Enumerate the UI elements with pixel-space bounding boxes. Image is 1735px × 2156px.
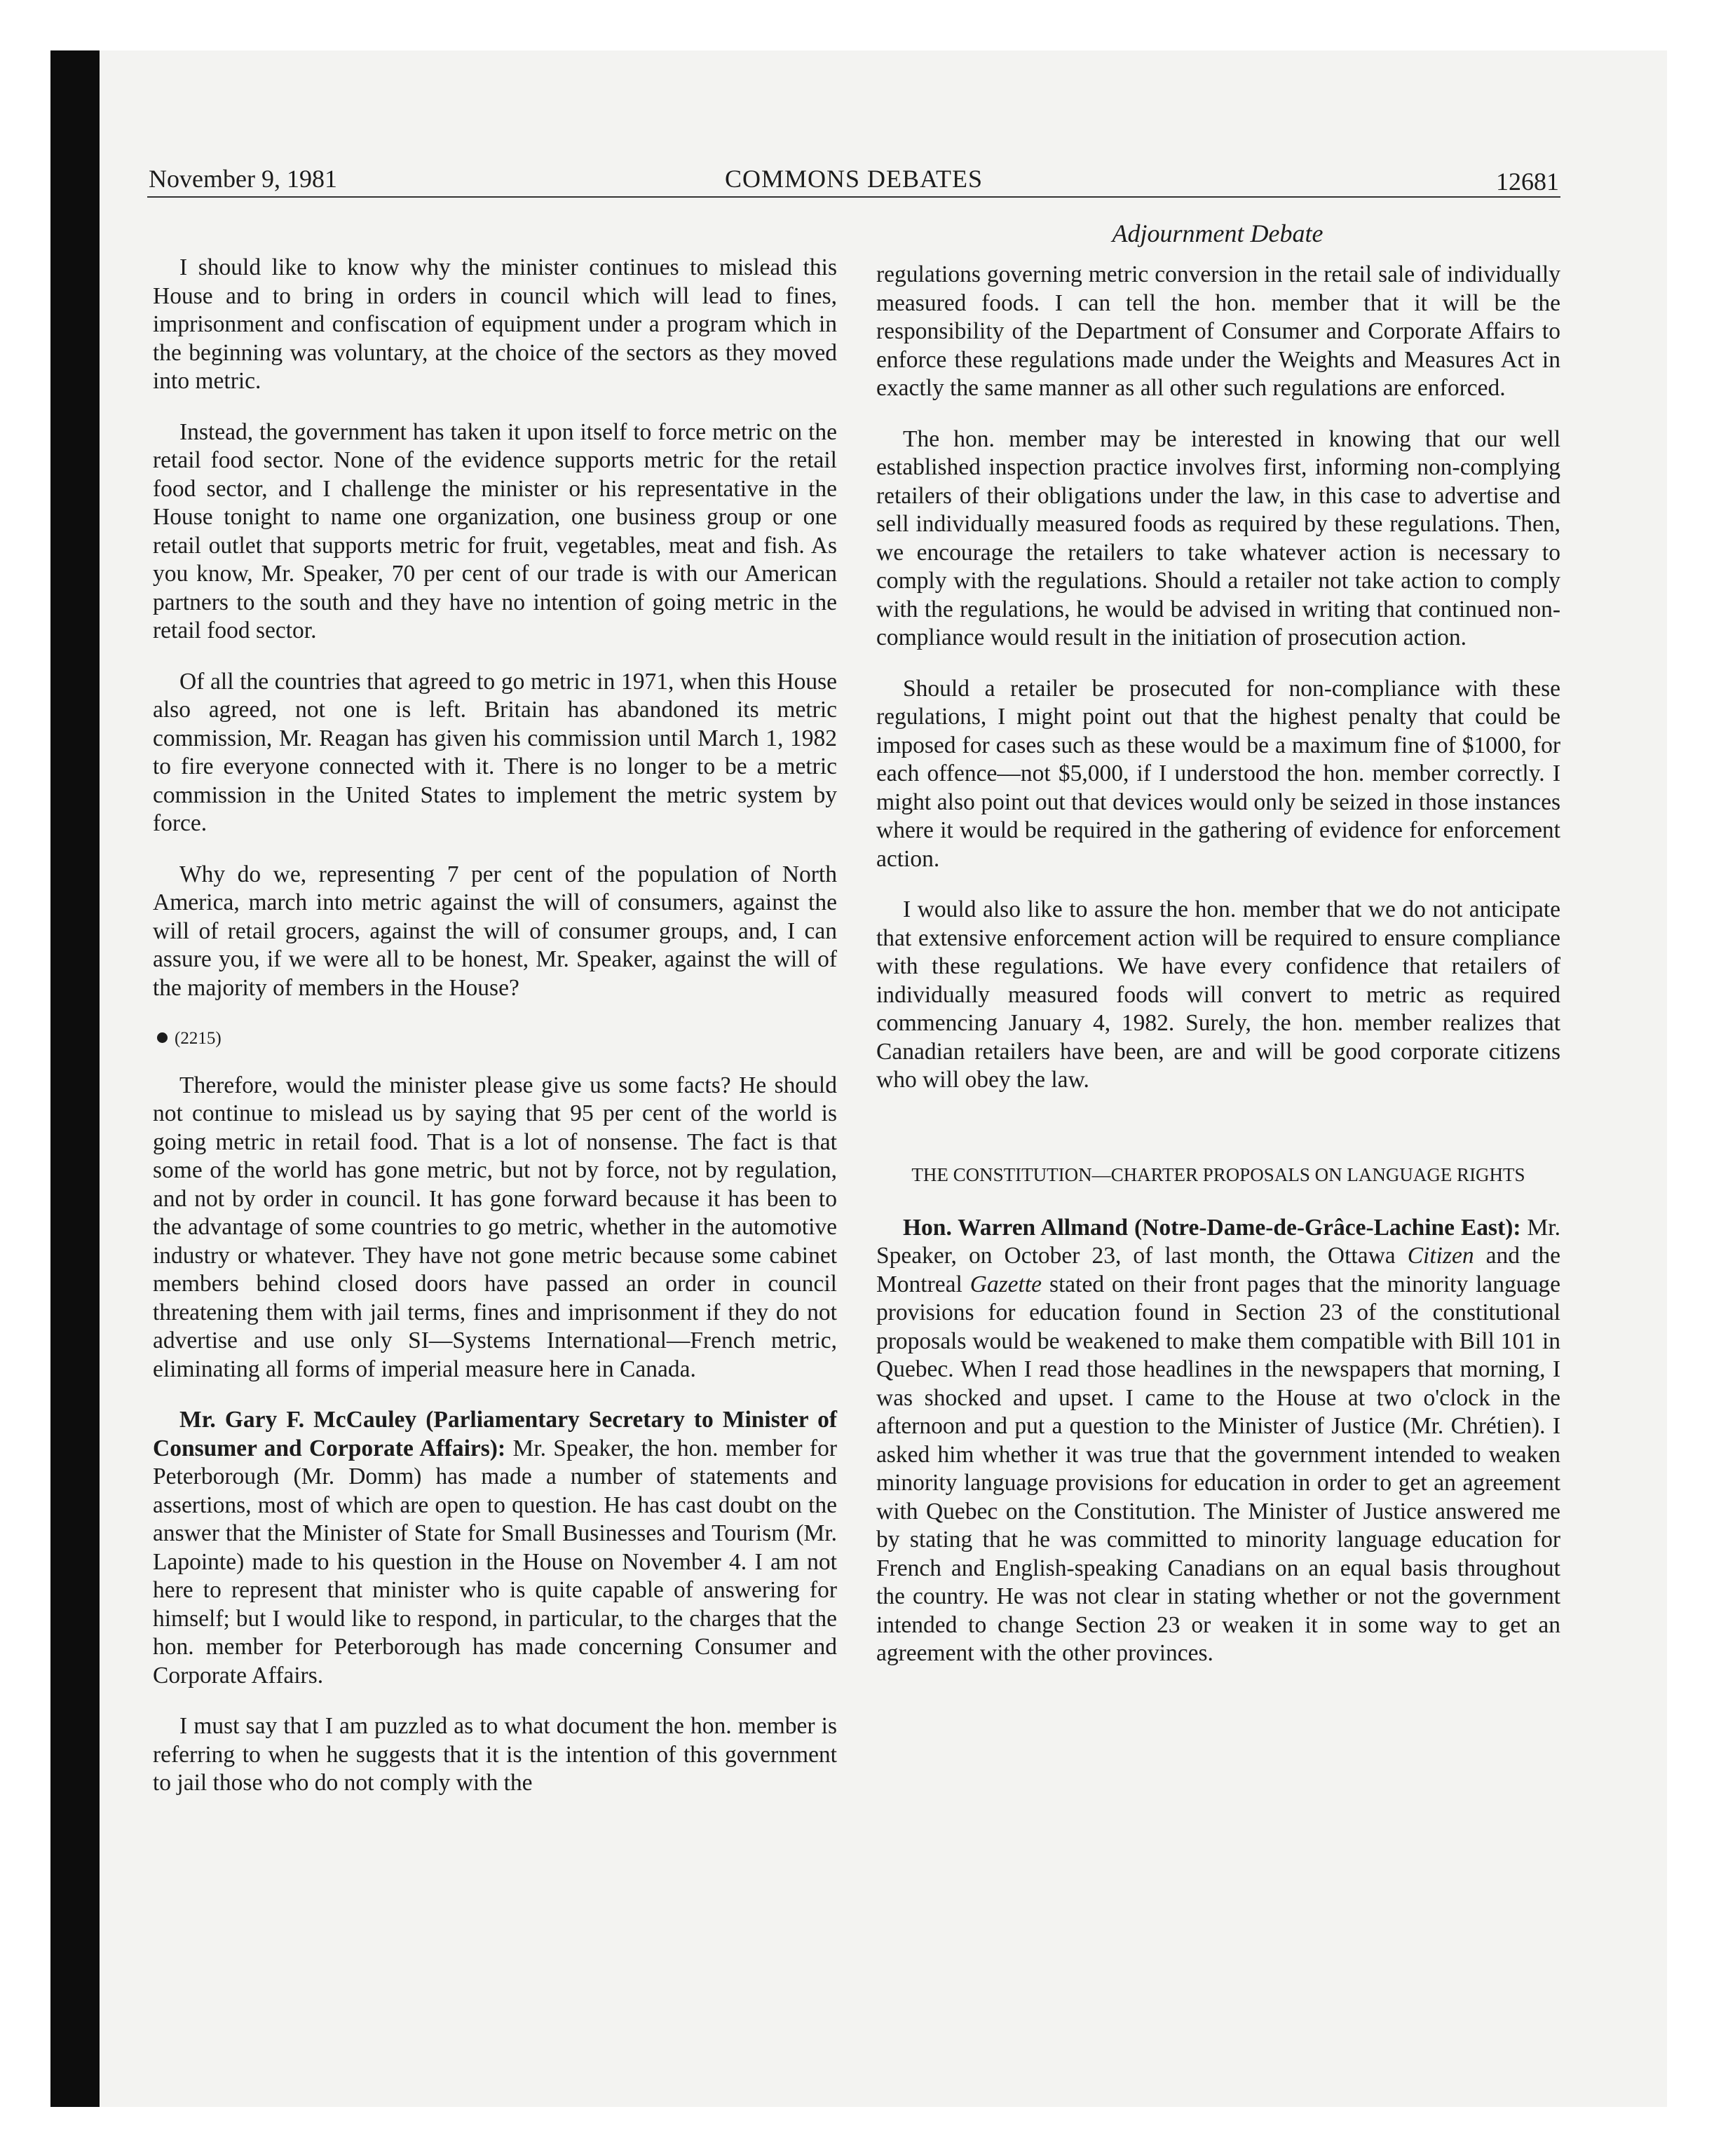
paragraph: Of all the countries that agreed to go metric in 1971, when this House also agreed, not one is left. Britain has abandoned its metric commission, Mr. Reagan has given his commission until March 1, 1982 to fire everyone connected with it. There is no longer to be a metric commission in the United States to implement the metric system by force.: [153, 668, 837, 836]
speech-paragraph: [876, 1214, 1560, 1668]
section-heading: Adjournment Debate: [1112, 219, 1324, 247]
time-marker: [157, 1025, 837, 1053]
page-header: [147, 160, 1560, 198]
page-number: 12681: [1496, 168, 1559, 196]
bullet-icon: [157, 1032, 168, 1043]
paragraph: Should a retailer be prosecuted for non-compliance with these regulations, I might point out that the highest penalty that could be imposed for cases such as these would be a maximum fine of $1000, for each offence—not $5,000, if I understood the hon. member correctly. I might also point out that devices would only be seized in those instances where it would be required in the gathering of evidence for enforcement action.: [876, 675, 1560, 872]
paragraph: The hon. member may be interested in knowing that our well established inspection practice involves first, informing non-complying retailers of their obligations under the law, in this case to advertise and sell individually measured foods as required by these regulations. Then, we encourage the retailers to take whatever action is necessary to comply with the regulations. Should a retailer not take action to comply with the regulations, he would be advised in writing that continued non-compliance would result in the initiation of prosecution action.: [876, 425, 1560, 650]
paragraph: Therefore, would the minister please give us some facts? He should not continue to mislead us by saying that 95 per cent of the world is going metric in retail food. That is a lot of nonsense. The fact is that some of the world has gone metric, but not by force, not by regulation, and not by order in council. It has gone forward because it has been to the advantage of some countries to go metric, whether in the automotive industry or whatever. They have not gone metric because some cabinet members behind closed doors have passed an order in council threatening them with jail terms, fines and imprisonment if they do not advertise and use only SI—Systems International—French metric, eliminating all forms of imperial measure here in Canada.: [153, 1072, 837, 1382]
paragraph: I must say that I am puzzled as to what document the hon. member is referring to when he suggests that it is the intention of this government to jail those who do not comply with the: [153, 1713, 837, 1796]
sub-heading: THE CONSTITUTION—CHARTER PROPOSALS ON LANGUAGE RIGHTS: [911, 1164, 1525, 1185]
left-column: [153, 254, 837, 1798]
time-marker-text: (2215): [175, 1029, 222, 1048]
speaker-name: Hon. Warren Allmand (Notre-Dame-de-Grâce-Lachine East):: [903, 1214, 1521, 1241]
scan-binding-edge: [50, 50, 100, 2107]
speaker-name: Mr. Gary F. McCauley (Parliamentary Secretary to Minister of Consumer and Corporate Affairs):: [153, 1407, 837, 1461]
paragraph: Instead, the government has taken it upon itself to force metric on the retail food sector. None of the evidence supports metric for the retail food sector, and I challenge the minister or his representative in the House tonight to name one organization, one business group or one retail outlet that supports metric for fruit, vegetables, meat and fish. As you know, Mr. Speaker, 70 per cent of our trade is with our American partners to the south and they have no intention of going metric in the retail food sector.: [153, 418, 837, 643]
speech-text: and the Montreal: [876, 1243, 1561, 1297]
speech-text: Mr. Speaker, on October 23, of last month, the Ottawa: [876, 1214, 1560, 1269]
paragraph: I would also like to assure the hon. member that we do not anticipate that extensive enforcement action will be required to ensure compliance with these regulations. We have every confidence that retailers of individually measured foods will convert to metric as required commencing January 4, 1982. Surely, the hon. member realizes that Canadian retailers have been, are and will be good corporate citizens who will obey the law.: [876, 896, 1560, 1093]
paragraph: regulations governing metric conversion in the retail sale of individually measured foods. I can tell the hon. member that it will be the responsibility of the Department of Consumer and Corporate Affairs to enforce these regulations made under the Weights and Measures Act in exactly the same manner as all other such regulations are enforced.: [876, 261, 1560, 401]
newspaper-name: Citizen: [1407, 1243, 1474, 1269]
header-title: COMMONS DEBATES: [724, 165, 984, 193]
right-column: [876, 261, 1560, 1668]
speech-text: Mr. Speaker, the hon. member for Peterborough (Mr. Domm) has made a number of statements and assertions, most of which are open to question. He has cast doubt on the answer that the Minister of State for Small Businesses and Tourism (Mr. Lapointe) made to his question in the House on November 4. I am not here to represent that minister who is quite capable of answering for himself; but I would like to respond, in particular, to the charges that the hon. member for Peterborough has made concerning Consumer and Corporate Affairs.: [153, 1435, 837, 1688]
paragraph: Why do we, representing 7 per cent of the population of North America, march into metric against the will of consumers, against the will of retail grocers, against the will of consumer groups, and, I can assure you, if we were all to be honest, Mr. Speaker, against the will of the majority of members in the House?: [153, 861, 837, 1001]
speech-paragraph: [153, 1406, 837, 1690]
paragraph: I should like to know why the minister continues to mislead this House and to bring in orders in council which will lead to fines, imprisonment and confiscation of equipment under a program which in the beginning was voluntary, at the choice of the sectors as they moved into metric.: [153, 254, 837, 394]
newspaper-name: Gazette: [969, 1271, 1042, 1297]
speech-text: stated on their front pages that the minority language provisions for education found in Section 23 of the constitutional proposals would be weakened to make them compatible with Bill 101 in Quebec. When I read those headlines in the newspapers that morning, I was shocked and upset. I came to the House at two o'clock in the afternoon and put a question to the Minister of Justice (Mr. Chrétien). I asked him whether it was true that the government intended to weaken minority language provisions for education in order to get an agreement with Quebec on the Constitution. The Minister of Justice answered me by stating that he was committed to minority language education for French and English-speaking Canadians on an equal basis throughout the country. He was not clear in stating whether or not the government intended to change Section 23 or weaken it in some way to get an agreement with the other provinces.: [876, 1271, 1561, 1666]
header-date: November 9, 1981: [149, 165, 337, 193]
